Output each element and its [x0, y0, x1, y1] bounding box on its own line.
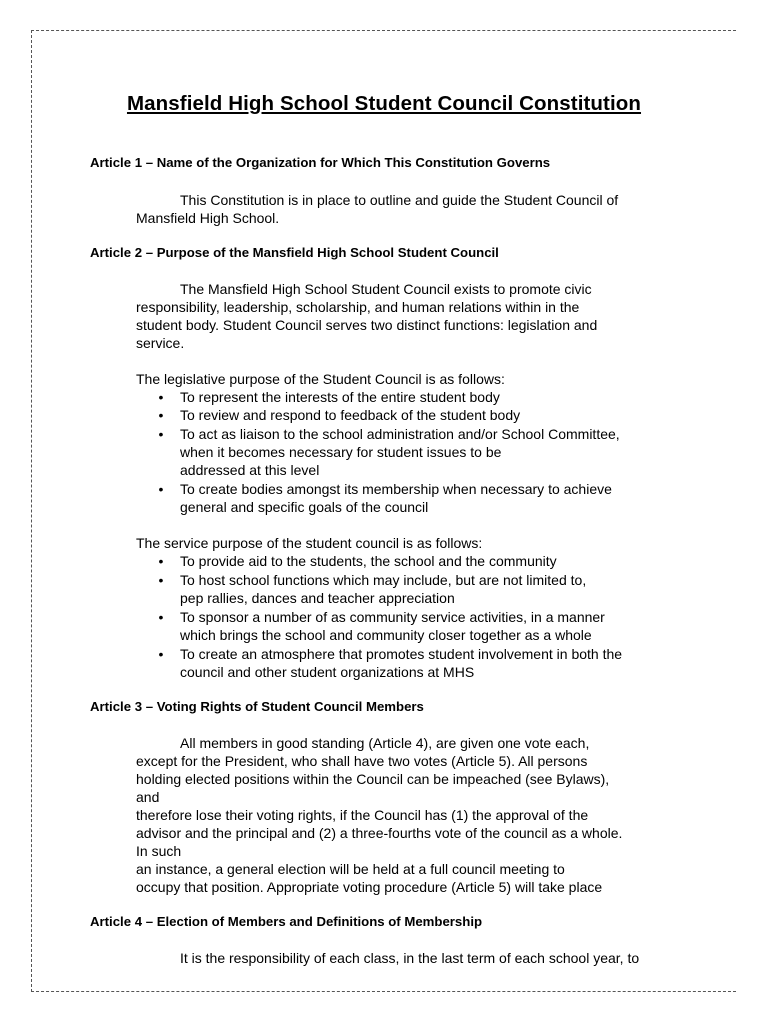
bullet-icon: •: [158, 407, 164, 423]
article-3-line: advisor and the principal and (2) a three-fourths vote of the council as a whole.: [136, 825, 623, 841]
article-3-line: and: [136, 789, 160, 805]
service-intro: The service purpose of the student council is as follows:: [136, 535, 483, 551]
document-title: Mansfield High School Student Council Constitution: [126, 92, 642, 115]
article-1-heading: Article 1 – Name of the Organization for Which This Constitution Governs: [90, 155, 551, 170]
bullet-icon: •: [158, 572, 164, 588]
legislative-item-continued: general and specific goals of the council: [180, 499, 429, 515]
service-item: To host school functions which may include, but are not limited to,: [180, 572, 587, 588]
service-item-continued: pep rallies, dances and teacher appreciation: [180, 590, 455, 606]
bullet-icon: •: [158, 646, 164, 662]
article-2-line: student body. Student Council serves two distinct functions: legislation and: [136, 317, 598, 333]
legislative-item: To act as liaison to the school administration and/or School Committee,: [180, 426, 620, 442]
article-1-line: This Constitution is in place to outline and guide the Student Council of: [180, 192, 619, 208]
legislative-item: To create bodies amongst its membership when necessary to achieve: [180, 481, 612, 497]
legislative-item-continued: addressed at this level: [180, 462, 320, 478]
article-3-line: All members in good standing (Article 4), are given one vote each,: [180, 735, 590, 751]
service-item: To create an atmosphere that promotes student involvement in both the: [180, 646, 623, 662]
article-1-line: Mansfield High School.: [136, 210, 280, 226]
article-4-heading: Article 4 – Election of Members and Definitions of Membership: [90, 914, 483, 929]
bullet-icon: •: [158, 553, 164, 569]
service-item: To provide aid to the students, the school and the community: [180, 553, 557, 569]
service-item: To sponsor a number of as community service activities, in a manner: [180, 609, 605, 625]
article-3-line: except for the President, who shall have two votes (Article 5). All persons: [136, 753, 588, 769]
service-item-continued: which brings the school and community closer together as a whole: [180, 627, 592, 643]
service-item-continued: council and other student organizations at MHS: [180, 664, 475, 680]
article-3-line: occupy that position. Appropriate voting procedure (Article 5) will take place: [136, 879, 603, 895]
article-3-line: holding elected positions within the Council can be impeached (see Bylaws),: [136, 771, 610, 787]
article-2-line: responsibility, leadership, scholarship, and human relations within in the: [136, 299, 580, 315]
bullet-icon: •: [158, 609, 164, 625]
article-3-line: therefore lose their voting rights, if the Council has (1) the approval of the: [136, 807, 589, 823]
article-3-line: an instance, a general election will be held at a full council meeting to: [136, 861, 565, 877]
article-2-line: service.: [136, 335, 185, 351]
article-2-line: The Mansfield High School Student Council exists to promote civic: [180, 281, 592, 297]
bullet-icon: •: [158, 481, 164, 497]
article-4-line: It is the responsibility of each class, in the last term of each school year, to: [180, 950, 640, 966]
legislative-item-continued: when it becomes necessary for student issues to be: [180, 444, 502, 460]
article-3-heading: Article 3 – Voting Rights of Student Council Members: [90, 699, 424, 714]
bullet-icon: •: [158, 426, 164, 442]
legislative-item: To review and respond to feedback of the student body: [180, 407, 521, 423]
article-2-heading: Article 2 – Purpose of the Mansfield High School Student Council: [90, 245, 499, 260]
bullet-icon: •: [158, 389, 164, 405]
legislative-intro: The legislative purpose of the Student Council is as follows:: [136, 371, 505, 387]
legislative-item: To represent the interests of the entire student body: [180, 389, 500, 405]
article-3-line: In such: [136, 843, 182, 859]
